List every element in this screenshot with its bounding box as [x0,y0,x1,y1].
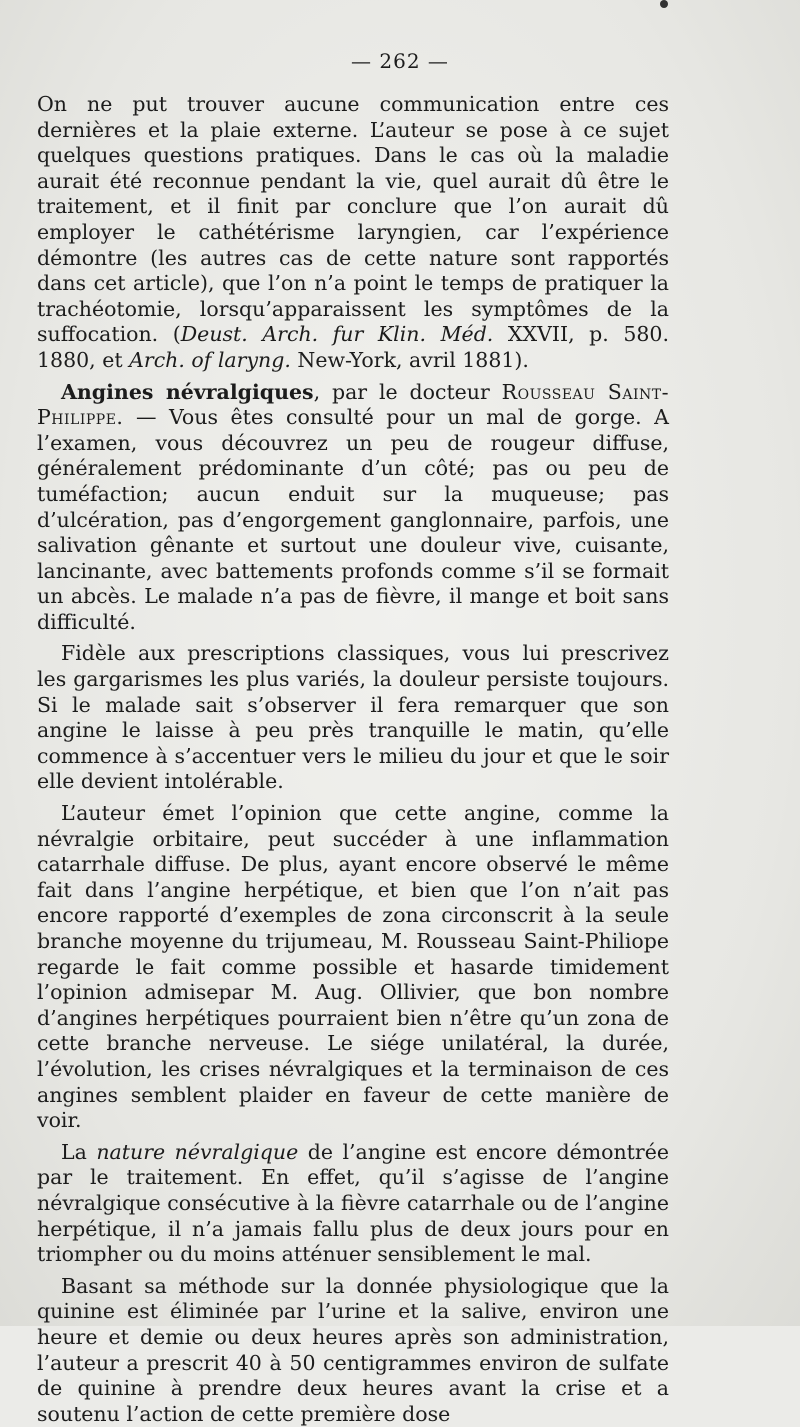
text-segment: , par le docteur [313,379,502,404]
article-heading: Angines névralgiques [61,379,314,404]
text-segment: XXVII, p. 580. 1880, et [37,322,669,372]
emphasis-text: nature névralgique [96,1139,299,1164]
text-segment: On ne put trouver aucune communication entre ces dernières et la plaie externe. L’auteur se pose à ce sujet quelques questions pratiques. Dans le cas où la maladie aurait été reconnue pendant la vie, quel aurait dû être le traitement, et il finit par conclure que l’on aurait dû employer le cathétérisme laryngien, car l’expérience démontre (les autres cas de cette nature sont rapportés dans cet article), que l’on n’a point le temps de pratiquer la trachéotomie, lorsqu’apparaissent les symptômes de la suffocation. ( [37,92,669,347]
paragraph-4 [37,801,669,1134]
text-segment: New-York, avril 1881). [290,347,529,372]
page-number: — 262 — [351,49,449,73]
citation-title: Arch. of laryng. [129,347,291,372]
text-segment: Basant sa méthode sur la donnée physiologique que la quinine est éliminée par l’urine et la salive, environ une heure et demie ou deux heures après son administration, l’auteur a prescrit 40 à 50 centigrammes environ de sulfate de quinine à prendre deux heures avant la crise et a soutenu l’action de cette première dose [37,1273,669,1426]
text-segment: L’auteur émet l’opinion que cette angine, comme la névralgie orbitaire, peut succéder à une inflammation catarrhale diffuse. De plus, ayant encore observé le même fait dans l’angine herpétique, et bien que l’on n’ait pas encore rapporté d’exemples de zona circonscrit à la seule branche moyenne du trijumeau, M. Rousseau Saint-Philiope regarde le fait comme possible et hasarde timidement l’opinion admisepar M. Aug. Ollivier, que bon nombre d’angines herpétiques pourraient bien n’être qu’un zona de cette branche nerveuse. Le siége unilatéral, la durée, l’évolution, les crises névralgiques et la terminaison de ces angines semblent plaider en faveur de cette manière de voir. [37,801,669,1133]
text-segment: Fidèle aux prescriptions classiques, vous lui prescrivez les gargarismes les plus variés, la douleur persiste toujours. Si le malade sait s’observer il fera remarquer que son angine le laisse à peu près tranquille le matin, qu’elle commence à s’accentuer vers le milieu du jour et que le soir elle devient intolérable. [37,641,669,794]
ink-dot [660,0,668,8]
text-segment: de l’angine est encore démontrée par le traitement. En effet, qu’il s’agisse de l’angine névralgique consécutive à la fièvre catarrhale ou de l’angine herpétique, il n’a jamais fallu plus de deux jours pour en triompher ou du moins atténuer sensiblement le mal. [37,1139,669,1267]
paragraph-5 [37,1140,669,1268]
paragraph-2 [37,380,669,636]
citation-title: Deust. Arch. fur Klin. Méd. [180,322,494,347]
text-segment: — Vous êtes consulté pour un mal de gorge. A l’examen, vous découvrez un peu de rougeur diffuse, généralement prédominante d’un côté; pas ou peu de tuméfaction; aucun enduit sur la muqueuse; pas d’ulcération, pas d’engorgement ganglonnaire, parfois, une salivation gênante et surtout une douleur vive, cuisante, lancinante, avec battements profonds comme s’il se formait un abcès. Le malade n’a pas de fièvre, il mange et boit sans difficulté. [37,405,669,634]
paragraph-6 [37,1274,669,1427]
paragraph-1 [37,92,669,374]
paragraph-3 [37,641,669,795]
text-segment: La [61,1139,97,1164]
author-name: Rousseau Saint-Philippe. [37,379,670,430]
body-text [37,92,669,1427]
